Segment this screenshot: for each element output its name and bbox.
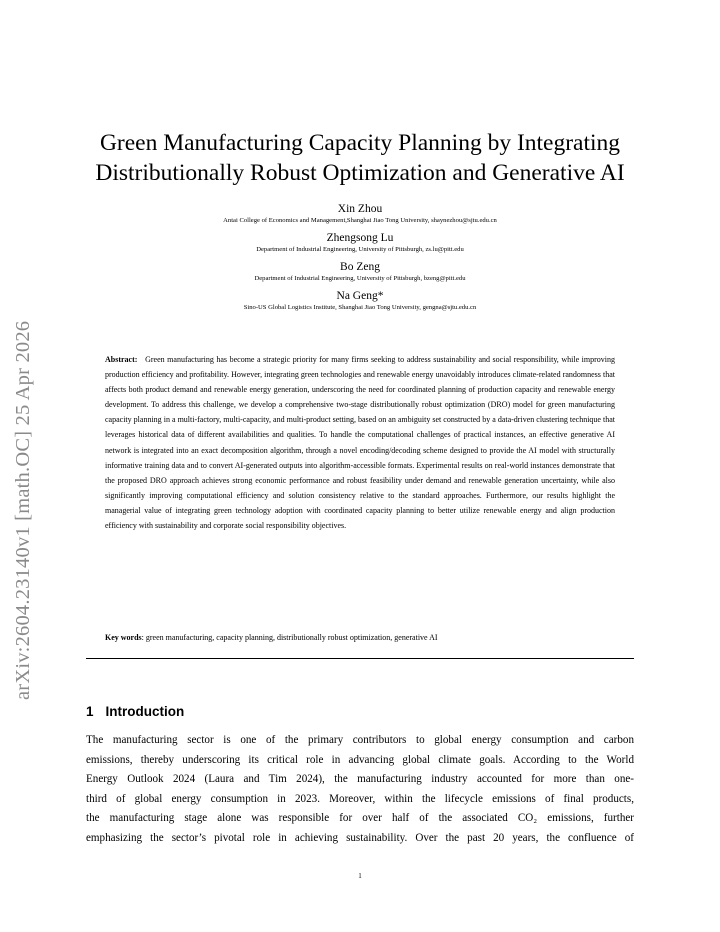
author-affiliation: Department of Industrial Engineering, University of Pittsburgh, zs.lu@pitt.edu bbox=[256, 246, 464, 253]
abstract-text: Green manufacturing has become a strategic priority for many firms seeking to address sustainability and social responsibility, while improving production efficiency and profitability. However, integrating green technologies and renewable energy unavoidably introduces climate-related randomness that affects both product demand and renewable energy generation, underscoring the need for coordinated planning of production capacity and renewable energy development. To address this challenge, we develop a comprehensive two-stage distributionally robust optimization (DRO) model for green manufacturing capacity planning in a multi-factory, multi-capacity, and multi-product setting, based on an ambiguity set constructed by a data-driven clustering technique that leverages historical data of different availabilities and qualities. To handle the computational challenges of practical instances, an effective generative AI network is integrated into an exact decomposition algorithm, through a novel encoding/decoding scheme designed to provide the AI model with structurally informative training data and to convert AI-generated outputs into algorithm-accessible formats. Experimental results on real-world instances demonstrate that the proposed DRO approach achieves strong economic performance and robust feasibility under demand and renewable generation uncertainty, while also significantly improving computational efficiency and solution consistency relative to the standard approaches. Furthermore, our results highlight the managerial value of integrating green technology adoption with coordinated capacity planning to better utilize renewable energy and align production efficiency with sustainability and corporate social responsibility objectives. bbox=[105, 355, 616, 531]
author-block bbox=[60, 231, 660, 254]
author-block bbox=[60, 202, 660, 225]
abstract bbox=[105, 352, 615, 533]
author-block bbox=[60, 289, 660, 312]
author-affiliation: Antai College of Economics and Management,Shanghai Jiao Tong University, shaynezhou@sjtu.edu.cn bbox=[223, 217, 497, 224]
keywords-label: Key words bbox=[105, 633, 142, 642]
author-name: Bo Zeng bbox=[340, 261, 380, 273]
paragraph-line: emphasizing the sector’s pivotal role in achieving sustainability. Over the past 20 years, the confluence of bbox=[86, 831, 634, 844]
section-heading bbox=[86, 704, 184, 719]
paragraph-line: third of global energy consumption in 2023. Moreover, within the lifecycle emissions of final products, bbox=[86, 792, 634, 805]
section-title: Introduction bbox=[105, 704, 185, 719]
keywords bbox=[105, 632, 615, 644]
paragraph-line: Energy Outlook 2024 (Laura and Tim 2024), the manufacturing industry accounted for more than one- bbox=[86, 773, 634, 785]
paragraph-line: the manufacturing stage alone was responsible for over half of the associated CO₂ emissions, further bbox=[86, 812, 634, 824]
author-name: Zhengsong Lu bbox=[326, 232, 394, 244]
author-affiliation: Department of Industrial Engineering, University of Pittsburgh, bzeng@pitt.edu bbox=[254, 275, 466, 282]
abstract-label: Abstract: bbox=[105, 355, 138, 364]
author-affiliation: Sino-US Global Logistics Institute, Shanghai Jiao Tong University, gengna@sjtu.edu.cn bbox=[243, 304, 477, 311]
page-number: 1 bbox=[358, 872, 362, 880]
paragraph-line: The manufacturing sector is one of the primary contributors to global energy consumption and carbon bbox=[86, 734, 634, 746]
author-name: Na Geng* bbox=[336, 290, 384, 302]
paper-title bbox=[60, 128, 660, 188]
keywords-text: : green manufacturing, capacity planning, distributionally robust optimization, generative AI bbox=[141, 633, 438, 642]
author-block bbox=[60, 260, 660, 283]
section-number: 1 bbox=[86, 704, 94, 719]
title-line-2: Distributionally Robust Optimization and Generative AI bbox=[95, 160, 625, 186]
author-name: Xin Zhou bbox=[337, 203, 383, 215]
paragraph-line: emissions, thereby underscoring its critical role in advancing global climate goals. According to the World bbox=[86, 753, 634, 766]
author-list bbox=[60, 202, 660, 318]
horizontal-divider bbox=[86, 658, 634, 659]
arxiv-identifier-stamp: arXiv:2604.23140v1 [math.OC] 25 Apr 2026 bbox=[12, 320, 34, 700]
introduction-paragraph bbox=[86, 731, 634, 848]
title-line-1: Green Manufacturing Capacity Planning by Integrating bbox=[99, 130, 621, 156]
